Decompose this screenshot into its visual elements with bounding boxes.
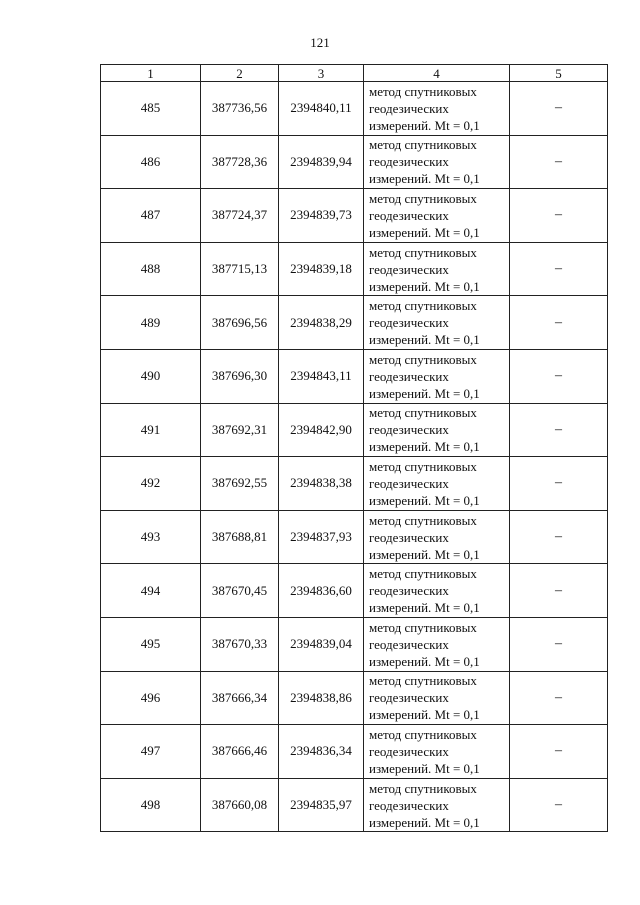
x-coordinate-cell: 387666,34 [201,671,279,725]
table-row [101,564,608,618]
method-text-line: метод спутниковых [369,190,477,206]
point-number-cell: 488 [101,242,201,296]
note-cell: – [510,617,608,671]
table-row [101,778,608,832]
method-text-line: измерений. Mt = 0,1 [369,439,480,455]
method-text-line: геодезических [369,583,449,599]
method-text-line: геодезических [369,154,449,170]
method-text-line: измерений. Mt = 0,1 [369,492,480,508]
method-text-line: метод спутниковых [369,726,477,742]
note-cell: – [510,82,608,136]
x-coordinate-cell: 387660,08 [201,778,279,832]
point-number-cell: 492 [101,457,201,511]
x-coordinate-cell: 387670,33 [201,617,279,671]
column-header-2: 2 [201,65,279,82]
y-coordinate-cell: 2394838,86 [279,671,364,725]
note-cell: – [510,403,608,457]
x-coordinate-cell: 387670,45 [201,564,279,618]
note-cell: – [510,457,608,511]
y-coordinate-cell: 2394839,04 [279,617,364,671]
column-header-3: 3 [279,65,364,82]
y-coordinate-cell: 2394842,90 [279,403,364,457]
method-text-line: геодезических [369,690,449,706]
table-row [101,296,608,350]
method-text-line: метод спутниковых [369,298,477,314]
note-cell: – [510,296,608,350]
table-row [101,403,608,457]
method-text-line: измерений. Mt = 0,1 [369,546,480,562]
method-text-line: геодезических [369,475,449,491]
method-text-line: измерений. Mt = 0,1 [369,278,480,294]
column-header-4: 4 [364,65,510,82]
y-coordinate-cell: 2394840,11 [279,82,364,136]
coordinates-table [100,64,608,832]
method-text-line: геодезических [369,636,449,652]
method-cell [364,296,510,350]
point-number-cell: 487 [101,189,201,243]
x-coordinate-cell: 387666,46 [201,725,279,779]
y-coordinate-cell: 2394837,93 [279,510,364,564]
note-cell: – [510,778,608,832]
method-text-line: измерений. Mt = 0,1 [369,814,480,830]
y-coordinate-cell: 2394839,73 [279,189,364,243]
table-header-row [101,65,608,82]
method-text-line: измерений. Mt = 0,1 [369,600,480,616]
y-coordinate-cell: 2394835,97 [279,778,364,832]
method-cell [364,403,510,457]
x-coordinate-cell: 387724,37 [201,189,279,243]
method-text-line: измерений. Mt = 0,1 [369,332,480,348]
method-text-line: геодезических [369,743,449,759]
method-text-line: метод спутниковых [369,351,477,367]
method-text-line: геодезических [369,261,449,277]
method-text-line: геодезических [369,529,449,545]
note-cell: – [510,725,608,779]
method-text-line: метод спутниковых [369,673,477,689]
point-number-cell: 486 [101,135,201,189]
point-number-cell: 495 [101,617,201,671]
method-cell [364,671,510,725]
method-text-line: метод спутниковых [369,566,477,582]
method-cell [364,135,510,189]
x-coordinate-cell: 387736,56 [201,82,279,136]
method-text-line: метод спутниковых [369,83,477,99]
table-row [101,725,608,779]
table-row [101,349,608,403]
note-cell: – [510,564,608,618]
point-number-cell: 498 [101,778,201,832]
x-coordinate-cell: 387715,13 [201,242,279,296]
method-text-line: геодезических [369,100,449,116]
method-cell [364,189,510,243]
y-coordinate-cell: 2394843,11 [279,349,364,403]
y-coordinate-cell: 2394838,38 [279,457,364,511]
method-cell [364,617,510,671]
method-cell [364,349,510,403]
point-number-cell: 494 [101,564,201,618]
table-row [101,82,608,136]
point-number-cell: 491 [101,403,201,457]
method-cell [364,457,510,511]
y-coordinate-cell: 2394836,60 [279,564,364,618]
table-row [101,617,608,671]
method-text-line: метод спутниковых [369,244,477,260]
note-cell: – [510,135,608,189]
y-coordinate-cell: 2394839,94 [279,135,364,189]
method-text-line: измерений. Mt = 0,1 [369,707,480,723]
x-coordinate-cell: 387696,56 [201,296,279,350]
x-coordinate-cell: 387728,36 [201,135,279,189]
column-header-1: 1 [101,65,201,82]
method-text-line: метод спутниковых [369,619,477,635]
table-row [101,242,608,296]
point-number-cell: 485 [101,82,201,136]
x-coordinate-cell: 387692,55 [201,457,279,511]
table-body [101,82,608,832]
method-cell [364,725,510,779]
method-cell [364,82,510,136]
table-row [101,135,608,189]
point-number-cell: 493 [101,510,201,564]
column-header-5: 5 [510,65,608,82]
point-number-cell: 496 [101,671,201,725]
note-cell: – [510,510,608,564]
method-text-line: метод спутниковых [369,137,477,153]
method-text-line: геодезических [369,315,449,331]
note-cell: – [510,671,608,725]
table-row [101,457,608,511]
note-cell: – [510,242,608,296]
note-cell: – [510,189,608,243]
page-number: 121 [310,35,330,50]
table-row [101,189,608,243]
method-text-line: измерений. Mt = 0,1 [369,224,480,240]
point-number-cell: 489 [101,296,201,350]
method-cell [364,778,510,832]
method-cell [364,242,510,296]
method-text-line: метод спутниковых [369,405,477,421]
x-coordinate-cell: 387692,31 [201,403,279,457]
x-coordinate-cell: 387688,81 [201,510,279,564]
note-cell: – [510,349,608,403]
table-row [101,671,608,725]
method-cell [364,510,510,564]
table-row [101,510,608,564]
method-text-line: метод спутниковых [369,780,477,796]
method-text-line: метод спутниковых [369,458,477,474]
method-text-line: измерений. Mt = 0,1 [369,117,480,133]
point-number-cell: 490 [101,349,201,403]
method-text-line: измерений. Mt = 0,1 [369,760,480,776]
method-cell [364,564,510,618]
point-number-cell: 497 [101,725,201,779]
method-text-line: измерений. Mt = 0,1 [369,385,480,401]
method-text-line: геодезических [369,368,449,384]
method-text-line: измерений. Mt = 0,1 [369,171,480,187]
x-coordinate-cell: 387696,30 [201,349,279,403]
method-text-line: геодезических [369,207,449,223]
method-text-line: измерений. Mt = 0,1 [369,653,480,669]
y-coordinate-cell: 2394838,29 [279,296,364,350]
y-coordinate-cell: 2394839,18 [279,242,364,296]
y-coordinate-cell: 2394836,34 [279,725,364,779]
method-text-line: метод спутниковых [369,512,477,528]
method-text-line: геодезических [369,422,449,438]
method-text-line: геодезических [369,797,449,813]
